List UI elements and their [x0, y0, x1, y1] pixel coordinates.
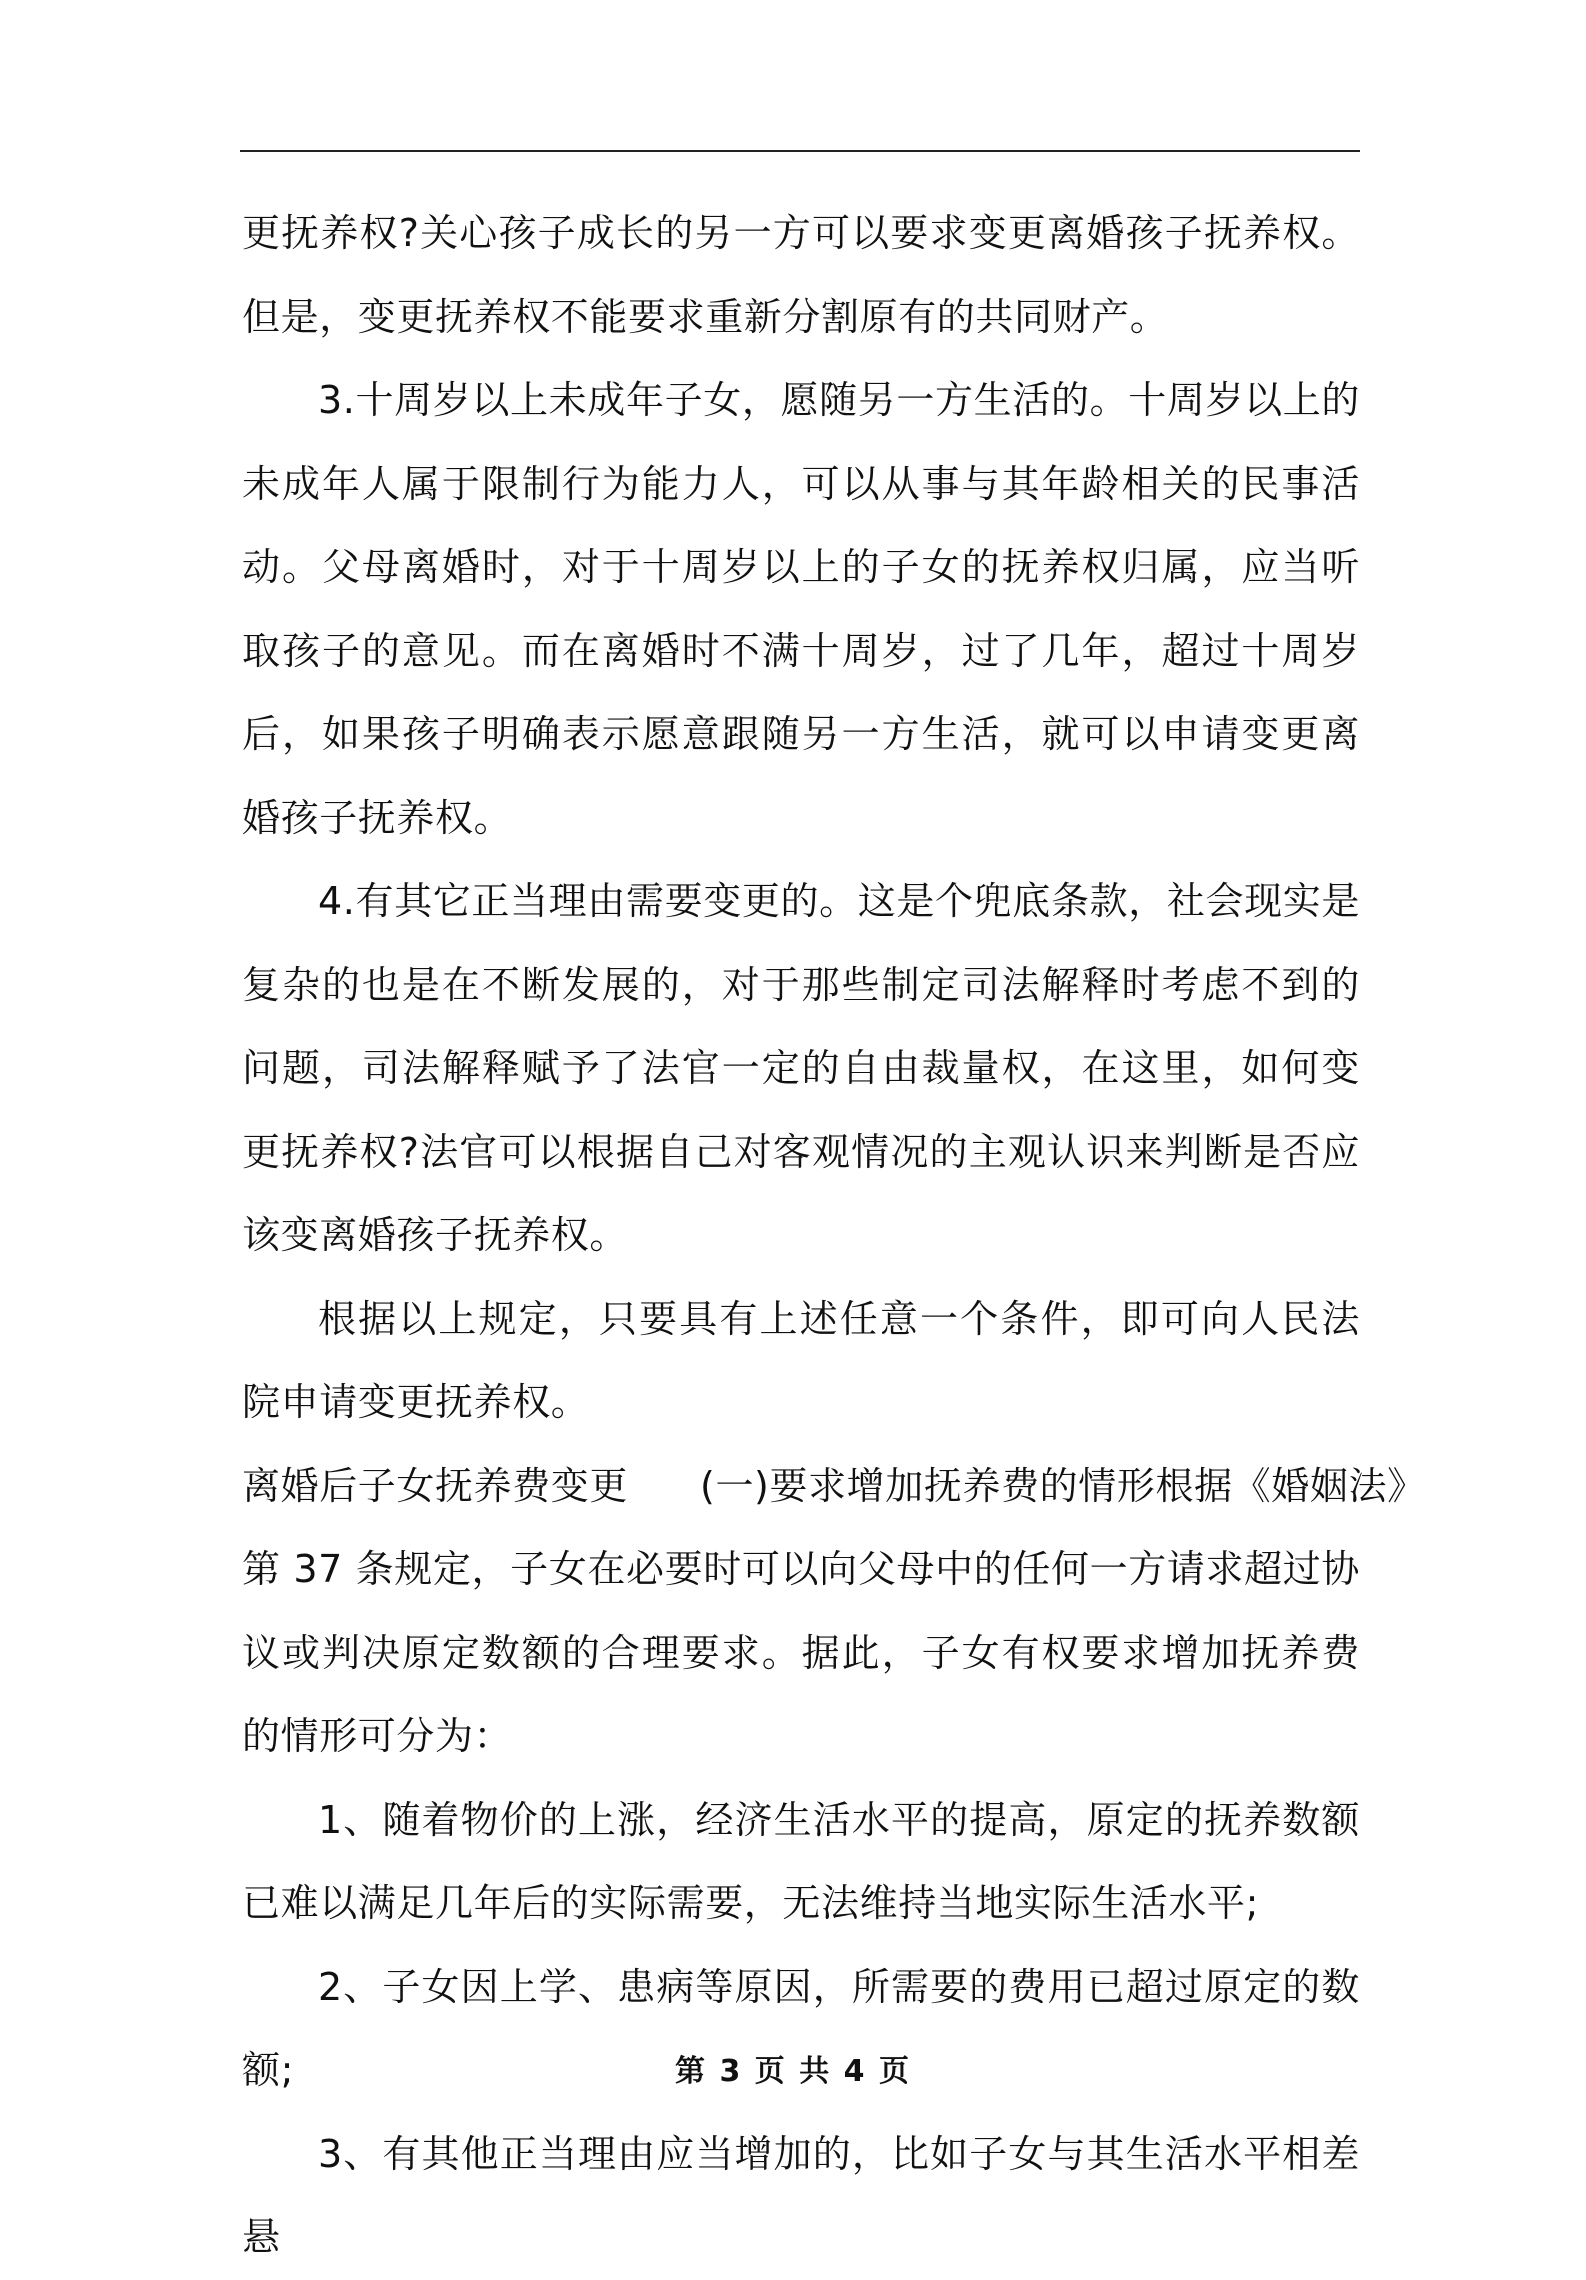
list-item: 2、子女因上学、患病等原因，所需要的费用已超过原定的数额;	[242, 1964, 1360, 2092]
section-heading: 离婚后子女抚养费变更	[242, 1463, 629, 1508]
document-body	[242, 192, 1426, 2280]
page-number-footer: 第 3 页 共 4 页	[675, 2054, 911, 2089]
paragraph: 更抚养权?关心孩子成长的另一方可以要求变更离婚孩子抚养权。但是，变更抚养权不能要求重新分割原有的共同财产。	[242, 211, 1360, 339]
header-rule	[240, 150, 1360, 152]
list-item: 1、随着物价的上涨，经济生活水平的提高，原定的抚养数额已难以满足几年后的实际需要，无法维持当地实际生活水平;	[242, 1797, 1360, 1925]
paragraph: 3.十周岁以上未成年子女，愿随另一方生活的。十周岁以上的未成年人属于限制行为能力人，可以从事与其年龄相关的民事活动。父母离婚时，对于十周岁以上的子女的抚养权归属，应当听取孩子的意见。而在离婚时不满十周岁，过了几年，超过十周岁后，如果孩子明确表示愿意跟随另一方生活，就可以申请变更离婚孩子抚养权。	[242, 378, 1360, 840]
list-item: 3、有其他正当理由应当增加的，比如子女与其生活水平相差悬	[242, 2131, 1360, 2259]
section-lead: (一)要求增加抚养费的情形根据《婚姻法》	[700, 1463, 1426, 1508]
section-heading-line	[242, 1445, 1426, 1529]
paragraph: 根据以上规定，只要具有上述任意一个条件，即可向人民法院申请变更抚养权。	[242, 1296, 1360, 1424]
section-paragraph: 第 37 条规定，子女在必要时可以向父母中的任何一方请求超过协议或判决原定数额的合理要求。据此，子女有权要求增加抚养费的情形可分为：	[242, 1547, 1360, 1758]
paragraph: 4.有其它正当理由需要变更的。这是个兜底条款，社会现实是复杂的也是在不断发展的，对于那些制定司法解释时考虑不到的问题，司法解释赋予了法官一定的自由裁量权，在这里，如何变更抚养权?法官可以根据自己对客观情况的主观认识来判断是否应该变离婚孩子抚养权。	[242, 879, 1360, 1257]
